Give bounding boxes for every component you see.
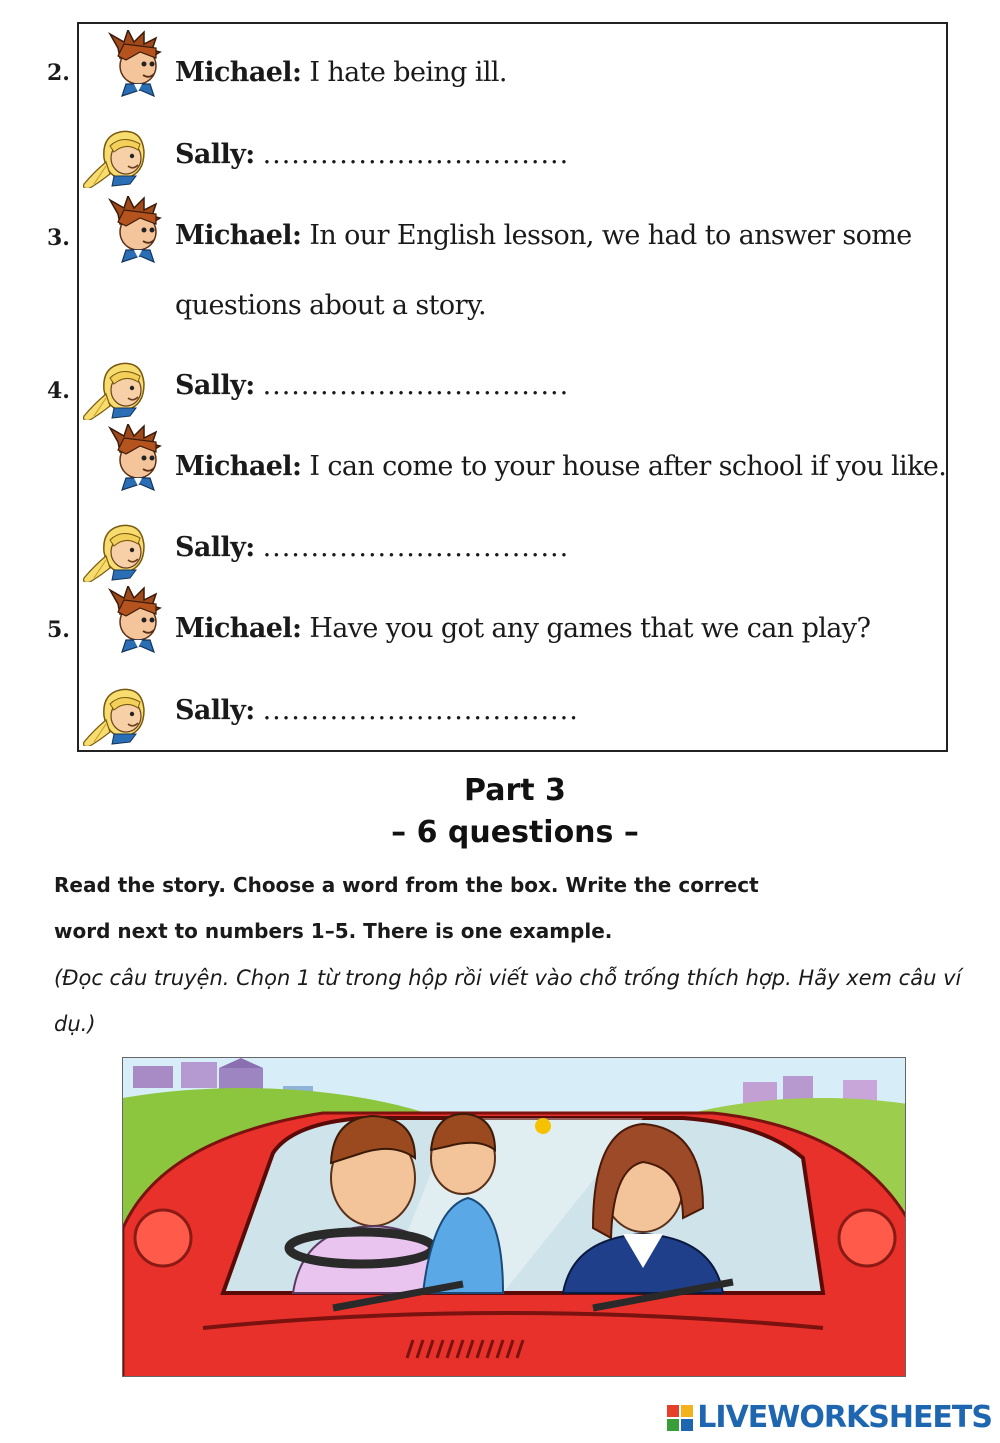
sally-avatar-icon <box>80 676 160 746</box>
speaker-name: Sally: <box>175 370 255 401</box>
speaker-name: Michael: <box>175 220 302 251</box>
car-family-illustration <box>123 1058 906 1377</box>
speech-text: In our English lesson, we had to answer some <box>309 220 912 251</box>
speaker-name: Sally: <box>175 532 255 563</box>
brand-text: LIVEWORKSHEETS <box>697 1400 992 1435</box>
story-illustration <box>122 1057 906 1377</box>
speech-text: I hate being ill. <box>309 57 507 88</box>
sally-avatar-icon <box>80 512 160 582</box>
answer-blank[interactable]: ................................. <box>262 695 579 726</box>
dialog-line <box>175 219 912 253</box>
sally-avatar-icon <box>80 350 160 420</box>
instruction-line-1: Read the story. Choose a word from the box. Write the correct <box>54 873 759 897</box>
michael-avatar-icon <box>100 30 180 100</box>
answer-blank[interactable]: ................................ <box>262 532 570 563</box>
dialog-line <box>175 612 870 646</box>
speaker-name: Michael: <box>175 451 302 482</box>
speaker-name: Sally: <box>175 695 255 726</box>
michael-avatar-icon <box>100 196 180 266</box>
question-number: 5. <box>47 617 70 643</box>
dialog-line <box>175 138 569 172</box>
speaker-name: Michael: <box>175 613 302 644</box>
speaker-name: Sally: <box>175 139 255 170</box>
dialog-line-continuation <box>175 289 486 323</box>
michael-avatar-icon <box>100 586 180 656</box>
sally-avatar-icon <box>80 118 160 188</box>
answer-blank[interactable]: ................................ <box>262 139 570 170</box>
question-number: 4. <box>47 378 70 404</box>
part-title: Part 3 <box>464 773 566 808</box>
instruction-line-2: word next to numbers 1–5. There is one example. <box>54 919 613 943</box>
speaker-name: Michael: <box>175 57 302 88</box>
dialog-line <box>175 56 507 90</box>
michael-avatar-icon <box>100 424 180 494</box>
instruction-vietnamese: (Đọc câu truyện. Chọn 1 từ trong hộp rồi viết vào chỗ trống thích hợp. Hãy xem câu ví dụ.) <box>54 966 962 1036</box>
part-subtitle: – 6 questions – <box>391 815 639 850</box>
liveworksheets-logo-icon <box>667 1405 693 1431</box>
dialog-line <box>175 450 946 484</box>
dialog-line <box>175 531 569 565</box>
question-number: 3. <box>47 225 70 251</box>
answer-blank[interactable]: ................................ <box>262 370 570 401</box>
speech-text: Have you got any games that we can play? <box>309 613 871 644</box>
speech-text: I can come to your house after school if you like. <box>309 451 947 482</box>
speech-text: questions about a story. <box>175 290 486 321</box>
question-number: 2. <box>47 60 70 86</box>
liveworksheets-brand[interactable] <box>667 1400 992 1435</box>
dialog-line <box>175 694 579 728</box>
dialog-line <box>175 369 569 403</box>
